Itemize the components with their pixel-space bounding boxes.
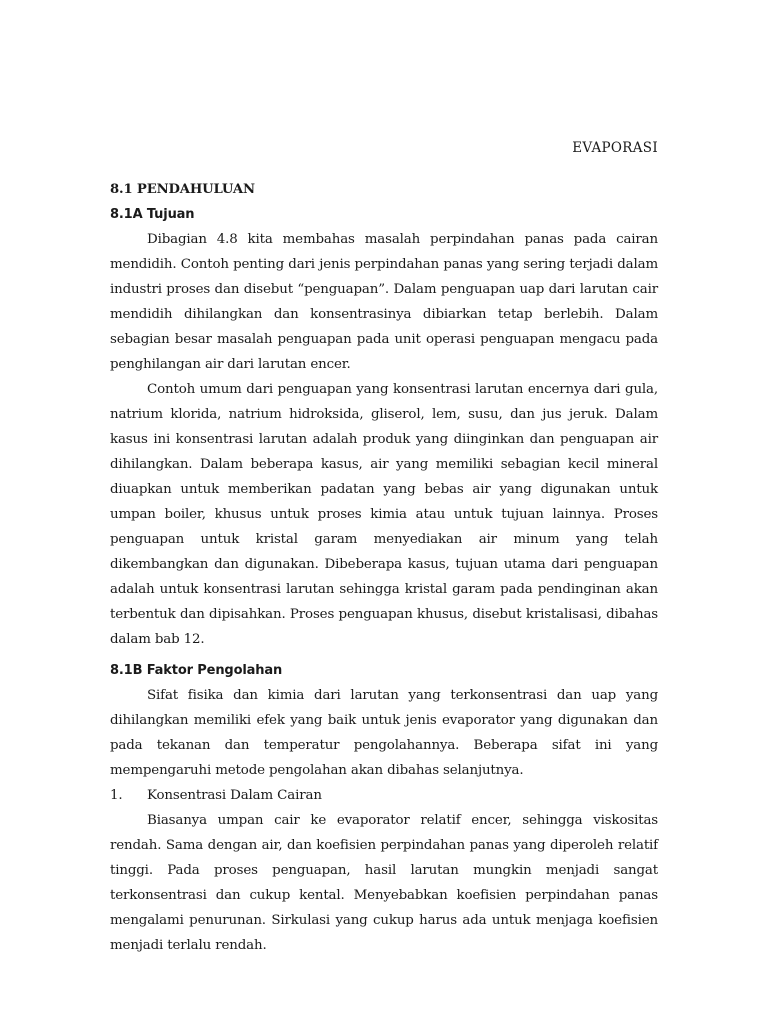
subsection-heading-tujuan: 8.1A Tujuan xyxy=(110,207,195,222)
section-heading: 8.1 PENDAHULUAN xyxy=(110,182,255,197)
document-title: EVAPORASI xyxy=(572,140,658,156)
paragraph-konsentrasi: Biasanya umpan cair ke evaporator relatif encer, sehingga viskositas rendah. Sama dengan air, dan koefisien perpindahan panas yang diperoleh relatif tinggi. Pada proses penguapan, hasil larutan mungkin menjadi sangat terkonsentrasi dan cukup kental. Menyebabkan koefisien perpindahan panas mengalami penurunan. Sirkulasi yang cukup harus ada untuk menjaga koefisien menjadi terlalu rendah. xyxy=(110,813,658,953)
list-item-label: Konsentrasi Dalam Cairan xyxy=(147,788,322,803)
paragraph-faktor-1: Sifat fisika dan kimia dari larutan yang terkonsentrasi dan uap yang dihilangkan memiliki efek yang baik untuk jenis evaporator yang digunakan dan pada tekanan dan temperatur pengolahannya. Beberapa sifat ini yang mempengaruhi metode pengolahan akan dibahas selanjutnya. xyxy=(110,688,658,778)
list-item xyxy=(110,783,658,808)
paragraph-tujuan-2: Contoh umum dari penguapan yang konsentrasi larutan encernya dari gula, natrium klorida, natrium hidroksida, gliserol, lem, susu, dan jus jeruk. Dalam kasus ini konsentrasi larutan adalah produk yang diinginkan dan penguapan air dihilangkan. Dalam beberapa kasus, air yang memiliki sebagian kecil mineral diuapkan untuk memberikan padatan yang bebas air yang digunakan untuk umpan boiler, khusus untuk proses kimia atau untuk tujuan lainnya. Proses penguapan untuk kristal garam menyediakan air minum yang telah dikembangkan dan digunakan. Dibeberapa kasus, tujuan utama dari penguapan adalah untuk konsentrasi larutan sehingga kristal garam pada pendinginan akan terbentuk dan dipisahkan. Proses penguapan khusus, disebut kristalisasi, dibahas dalam bab 12. xyxy=(110,382,658,647)
paragraph-tujuan-1: Dibagian 4.8 kita membahas masalah perpindahan panas pada cairan mendidih. Contoh penting dari jenis perpindahan panas yang sering terjadi dalam industri proses dan disebut “penguapan”. Dalam penguapan uap dari larutan cair mendidih dihilangkan dan konsentrasinya dibiarkan tetap berlebih. Dalam sebagian besar masalah penguapan pada unit operasi penguapan mengacu pada penghilangan air dari larutan encer. xyxy=(110,232,658,372)
subsection-heading-faktor: 8.1B Faktor Pengolahan xyxy=(110,663,283,678)
document-body xyxy=(110,136,658,958)
list-item-number: 1. xyxy=(110,788,123,803)
